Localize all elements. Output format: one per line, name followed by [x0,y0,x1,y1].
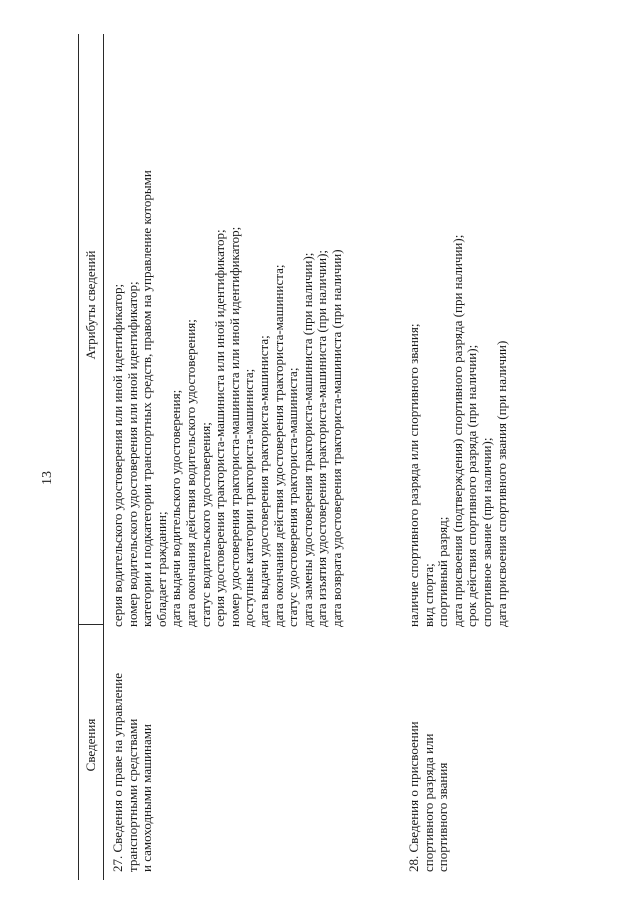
table-top-border [78,34,79,880]
row-28-name-line: спортивного разряда или [420,733,436,872]
header-attributes: Атрибуты сведений [83,250,98,360]
header-info: Сведения [83,718,98,772]
row-28-name-line: 28. Сведения о присвоении [406,721,421,872]
attribute-line: номер удостоверения тракториста-машиниста или иной идентификатор; [226,226,242,627]
attribute-line: номер водительского удостоверения или иной идентификатор; [124,281,140,627]
row-27-name-line: 27. Сведения о праве на управление [110,672,125,872]
attribute-line: доступные категории тракториста-машиниста; [241,368,257,627]
attribute-line: наличие спортивного разряда или спортивного звания; [406,323,421,627]
row-28-name [407,672,451,872]
attribute-line: дата выдачи удостоверения тракториста-машиниста; [255,335,271,627]
attribute-line: дата присвоения (подтверждения) спортивного разряда (при наличии); [449,234,465,627]
row-27-name-line: и самоходными машинами [139,724,155,872]
header-bottom-border [103,34,104,880]
attribute-line: дата выдачи водительского удостоверения; [168,389,184,627]
page-number: 13 [40,471,55,485]
attribute-line: серия удостоверения тракториста-машиниста или иной идентификатор; [212,229,228,627]
attribute-line: дата замены удостоверения тракториста-машиниста (при наличии); [299,252,315,627]
attribute-line: дата изъятия удостоверения тракториста-машиниста (при наличии); [314,249,330,627]
attribute-line: серия водительского удостоверения или иной идентификатор; [110,283,125,627]
attribute-line: вид спорта; [420,563,436,627]
attribute-line: дата возврата удостоверения тракториста-машиниста (при наличии) [328,249,344,627]
attribute-line: статус водительского удостоверения; [197,422,213,627]
row-27-name-line: транспортными средствами [124,718,140,872]
row-28-name-line: спортивного звания [435,762,451,872]
attribute-line: дата окончания действия удостоверения тракториста-машиниста; [270,264,286,627]
attribute-line: обладает гражданин; [153,511,169,627]
row-28-attributes [407,235,509,627]
attribute-line: дата присвоения спортивного звания (при наличии) [493,340,509,627]
attribute-line: спортивный разряд; [435,516,451,627]
attribute-line: срок действия спортивного разряда (при наличии); [464,344,480,627]
attribute-line: спортивное звание (при наличии); [478,437,494,627]
row-27-attributes [111,170,345,627]
attribute-line: категории и подкатегории транспортных средств, правом на управление которыми [139,170,155,627]
attribute-line: дата окончания действия водительского удостоверения; [182,319,198,627]
column-divider [78,624,103,625]
row-27-name [111,672,155,872]
attribute-line: статус удостоверения тракториста-машиниста; [285,367,301,627]
